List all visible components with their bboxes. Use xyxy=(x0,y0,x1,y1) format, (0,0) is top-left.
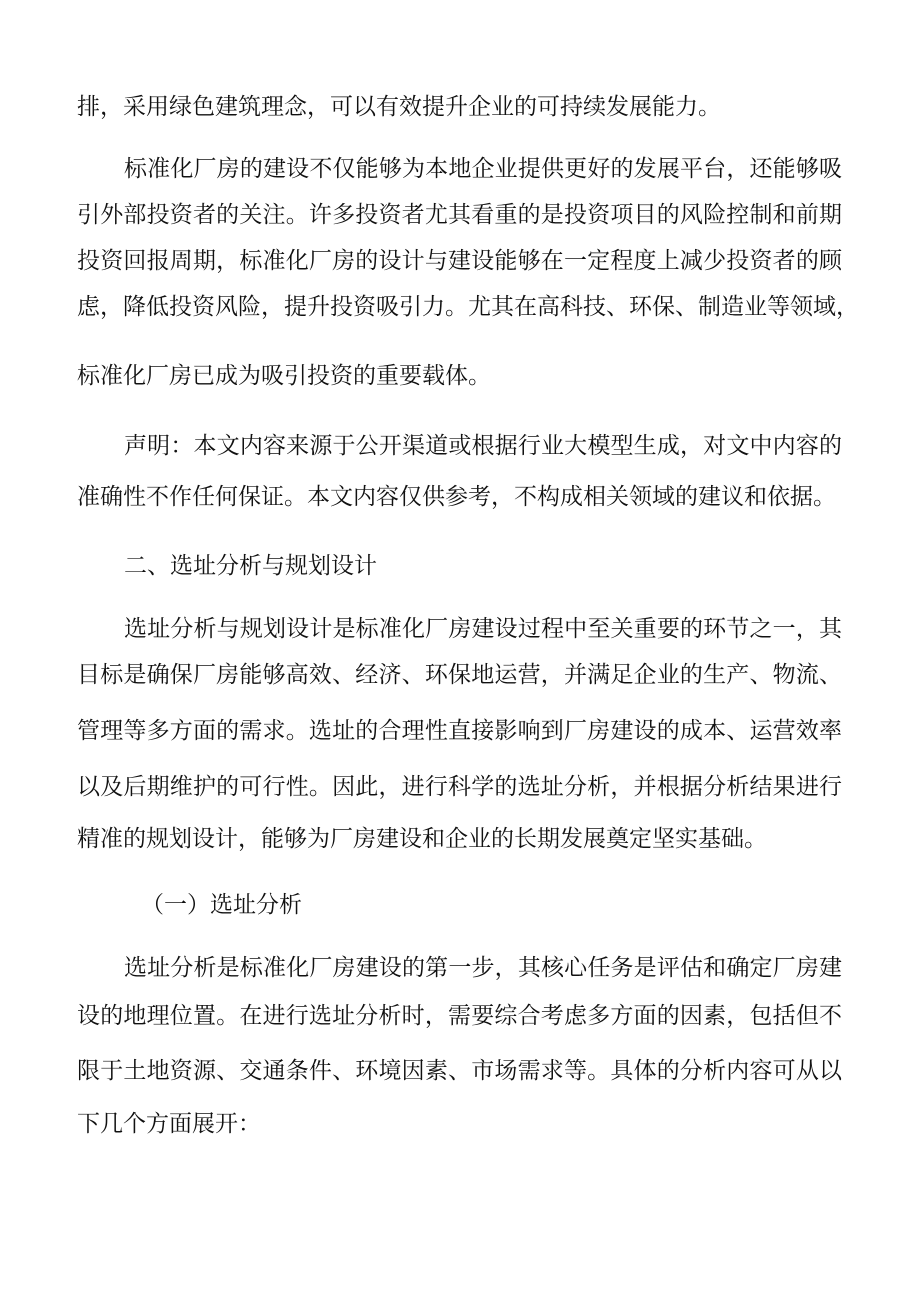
paragraph-line: 下几个方面展开： xyxy=(77,1111,261,1137)
subsection-heading: （一）选址分析 xyxy=(141,892,302,918)
paragraph-line: 以及后期维护的可行性。因此，进行科学的选址分析，并根据分析结果进行 xyxy=(77,774,842,800)
paragraph-line: 投资回报周期，标准化厂房的设计与建设能够在一定程度上减少投资者的顾 xyxy=(77,248,842,274)
paragraph-line: 标准化厂房已成为吸引投资的重要载体。 xyxy=(77,363,491,389)
paragraph-line: 虑，降低投资风险，提升投资吸引力。尤其在高科技、环保、制造业等领域， xyxy=(77,294,859,320)
paragraph-line: 选址分析与规划设计是标准化厂房建设过程中至关重要的环节之一，其 xyxy=(124,616,842,642)
disclaimer-line: 准确性不作任何保证。本文内容仅供参考，不构成相关领域的建议和依据。 xyxy=(77,484,836,510)
paragraph-line: 精准的规划设计，能够为厂房建设和企业的长期发展奠定坚实基础。 xyxy=(77,826,767,852)
paragraph-line: 设的地理位置。在进行选址分析时，需要综合考虑多方面的因素，包括但不 xyxy=(77,1003,842,1029)
paragraph-line: 选址分析是标准化厂房建设的第一步，其核心任务是评估和确定厂房建 xyxy=(124,955,842,981)
paragraph-line: 管理等多方面的需求。选址的合理性直接影响到厂房建设的成本、运营效率 xyxy=(77,718,842,744)
paragraph-line: 限于土地资源、交通条件、环境因素、市场需求等。具体的分析内容可从以 xyxy=(77,1058,842,1084)
disclaimer-line: 声明：本文内容来源于公开渠道或根据行业大模型生成，对文中内容的 xyxy=(124,433,842,459)
paragraph-line: 排，采用绿色建筑理念，可以有效提升企业的可持续发展能力。 xyxy=(77,94,721,120)
section-heading: 二、选址分析与规划设计 xyxy=(124,553,377,579)
paragraph-line: 引外部投资者的关注。许多投资者尤其看重的是投资项目的风险控制和前期 xyxy=(77,202,842,228)
paragraph-line: 标准化厂房的建设不仅能够为本地企业提供更好的发展平台，还能够吸 xyxy=(124,156,842,182)
paragraph-line: 目标是确保厂房能够高效、经济、环保地运营，并满足企业的生产、物流、 xyxy=(77,662,842,688)
